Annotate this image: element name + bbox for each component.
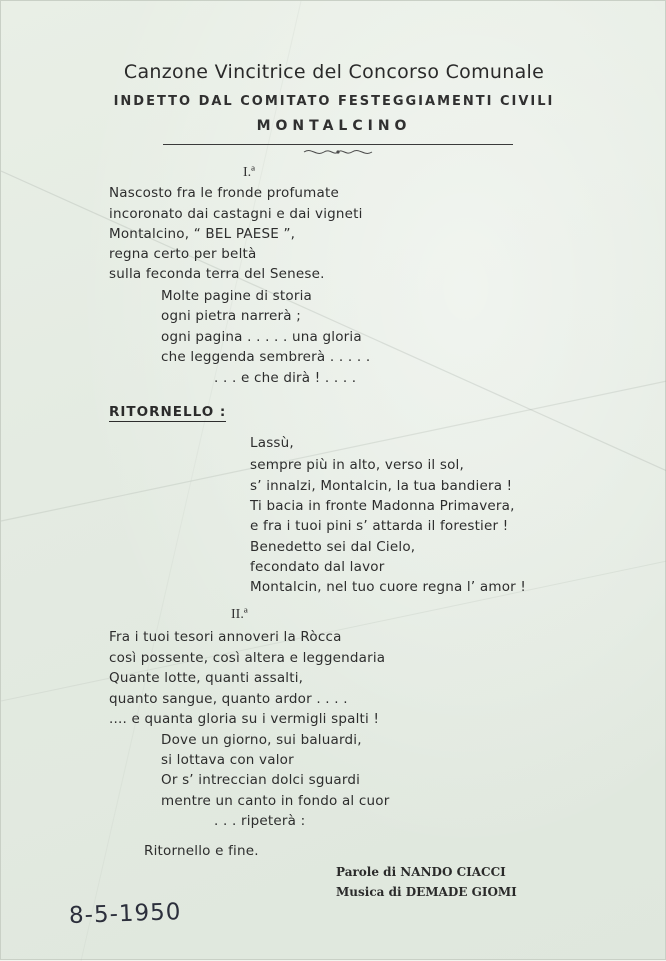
verse-1-line: Molte pagine di storia	[161, 288, 313, 304]
verse-2-line: . . . ripeterà :	[214, 813, 306, 829]
verse-1-line: incoronato dai castagni e dai vigneti	[109, 206, 363, 222]
music-credit: Musica di DEMADE GIOMI	[336, 885, 517, 899]
closing-line: Ritornello e fine.	[144, 843, 259, 859]
refrain-line: Benedetto sei dal Cielo,	[250, 539, 416, 555]
verse-2-line: così possente, così altera e leggendaria	[109, 650, 386, 666]
refrain-heading: RITORNELLO :	[109, 404, 227, 420]
verse-1-line: ogni pagina . . . . . una gloria	[161, 329, 362, 345]
verse-1-line: regna certo per beltà	[109, 246, 257, 262]
handwritten-date: 8-5-1950	[68, 899, 182, 929]
verse-2-line: mentre un canto in fondo al cuor	[161, 793, 390, 809]
verse-1-line: sulla feconda terra del Senese.	[109, 266, 325, 282]
refrain-line: Lassù,	[250, 435, 294, 451]
verse-2-number: II.ª	[231, 607, 248, 622]
refrain-line: sempre più in alto, verso il sol,	[250, 457, 464, 473]
verse-1-line: Nascosto fra le fronde profumate	[109, 185, 339, 201]
verse-1-line: . . . e che dirà ! . . . .	[214, 370, 357, 386]
verse-2-line: quanto sangue, quanto ardor . . . .	[109, 691, 348, 707]
verse-2-line: Fra i tuoi tesori annoveri la Ròcca	[109, 629, 342, 645]
verse-1-line: ogni pietra narrerà ;	[161, 308, 302, 324]
verse-2-line: .... e quanta gloria su i vermigli spalti !	[109, 711, 380, 727]
verse-1-line: che leggenda sembrerà . . . . .	[161, 349, 371, 365]
ornament-icon	[302, 147, 374, 157]
song-title: Canzone Vincitrice del Concorso Comunale	[123, 61, 545, 83]
refrain-line: s’ innalzi, Montalcin, la tua bandiera !	[250, 478, 513, 494]
lyrics-credit: Parole di NANDO CIACCI	[336, 865, 506, 879]
refrain-line: e fra i tuoi pini s’ attarda il forestier !	[250, 518, 509, 534]
refrain-line: fecondato dal lavor	[250, 559, 385, 575]
town-name: MONTALCINO	[256, 118, 412, 134]
refrain-line: Ti bacia in fronte Madonna Primavera,	[250, 498, 515, 514]
verse-2-line: Or s’ intreccian dolci sguardi	[161, 772, 361, 788]
verse-2-line: Quante lotte, quanti assalti,	[109, 670, 304, 686]
verse-1-line: Montalcino, “ BEL PAESE ”,	[109, 226, 296, 242]
verse-2-line: si lottava con valor	[161, 752, 294, 768]
verse-1-number: I.ª	[243, 165, 256, 180]
header-rule	[163, 144, 513, 145]
committee-line: INDETTO DAL COMITATO FESTEGGIAMENTI CIVILI	[113, 94, 555, 109]
refrain-line: Montalcin, nel tuo cuore regna l’ amor !	[250, 579, 527, 595]
verse-2-line: Dove un giorno, sui baluardi,	[161, 732, 362, 748]
